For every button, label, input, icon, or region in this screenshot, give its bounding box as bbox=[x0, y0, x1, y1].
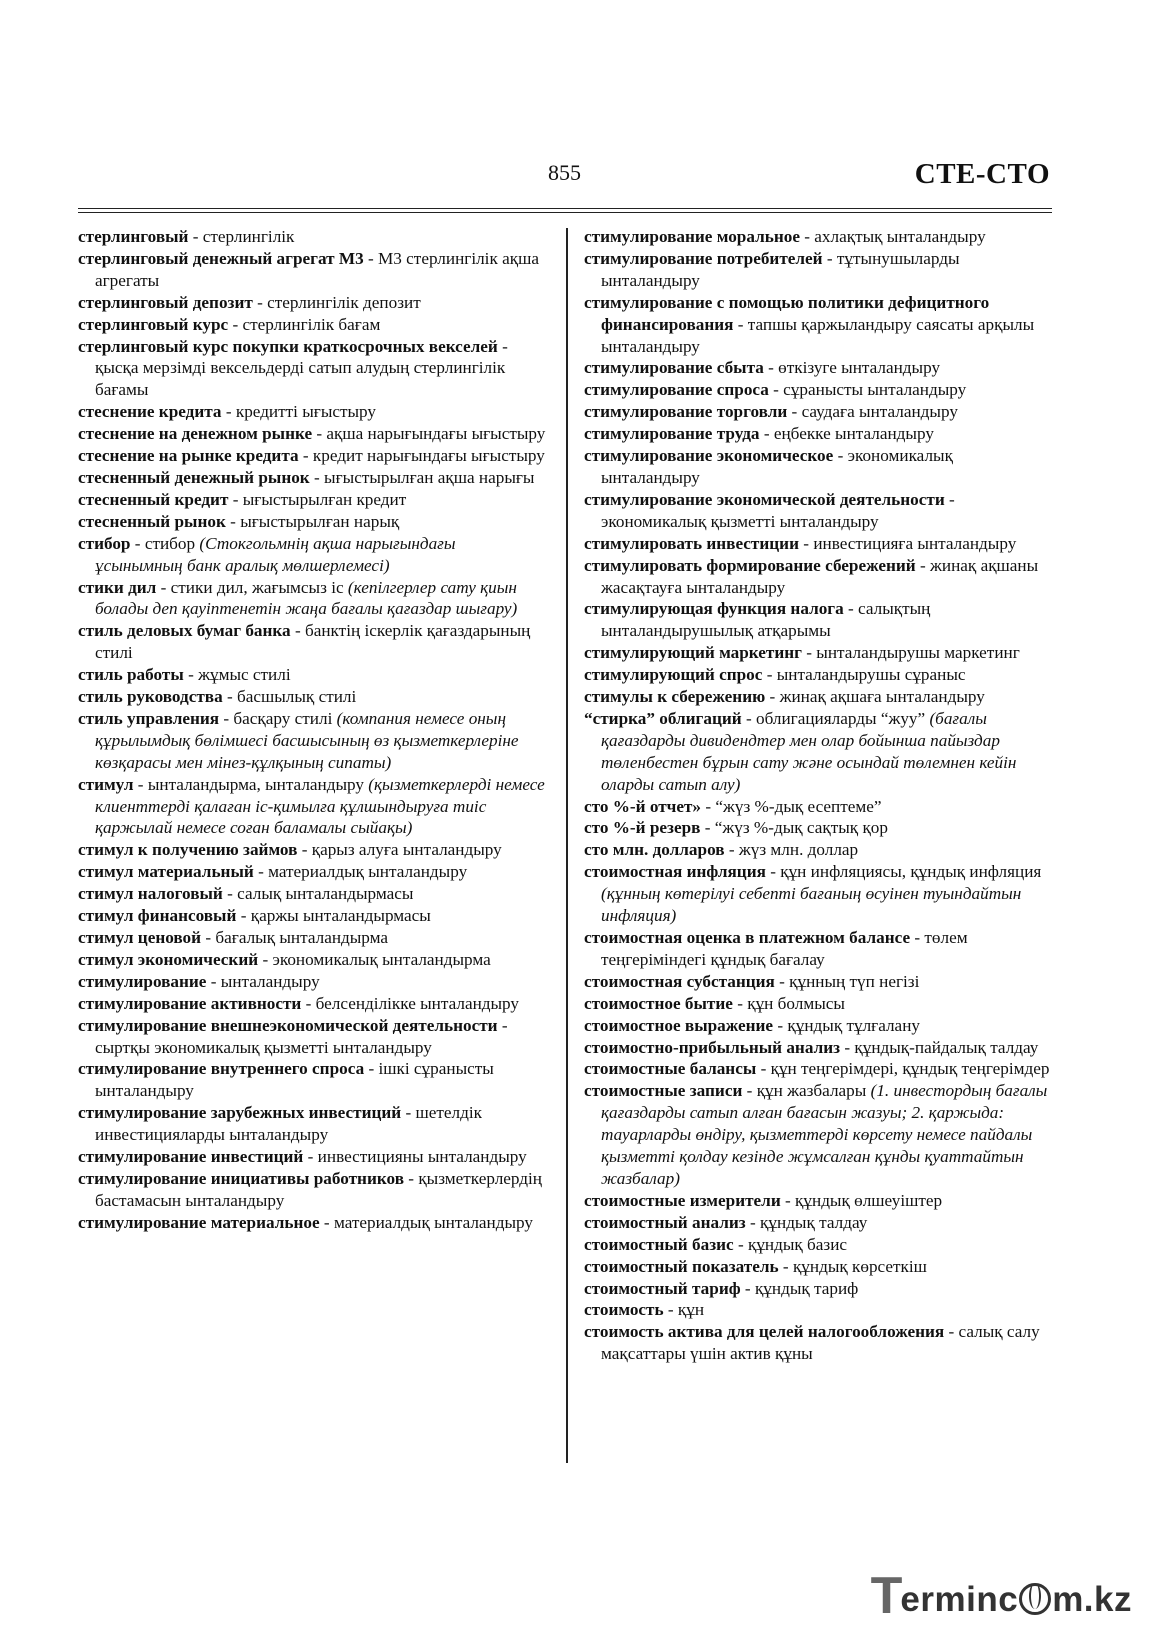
watermark-first-letter: T bbox=[870, 1567, 903, 1625]
entry-term: стимулирование потребителей bbox=[584, 248, 823, 268]
entry-term: стоимостное выражение bbox=[584, 1015, 774, 1035]
entry-definition: стибор bbox=[144, 533, 196, 553]
entry-definition: “жүз %-дық есептеме” bbox=[715, 796, 882, 816]
dictionary-entry bbox=[584, 796, 1054, 818]
entry-separator: - bbox=[183, 665, 199, 685]
entry-note: (компания немесе оның құрылымдық бөлімшесі басшысының өз қызметкерлеріне көзқарасы мен мінез-құлқының сипаты) bbox=[95, 708, 519, 772]
dictionary-entry bbox=[78, 445, 546, 467]
entry-definition: тапшы қаржыландыру саясаты арқылы ынталандыру bbox=[601, 314, 1035, 356]
entry-separator: - bbox=[364, 1059, 379, 1079]
entry-definition: стерлингілік депозит bbox=[267, 292, 421, 312]
entry-definition: құнның түп негізі bbox=[789, 971, 920, 991]
entry-term: стимулирующий спрос bbox=[584, 665, 763, 685]
entry-definition: жинақ ақшаға ынталандыру bbox=[779, 687, 985, 707]
entry-separator: - bbox=[201, 928, 216, 947]
dictionary-entry bbox=[584, 379, 1054, 401]
entry-separator: - bbox=[497, 336, 508, 356]
entry-definition: ынталандырма, ынталандыру bbox=[147, 774, 364, 794]
entry-separator: - bbox=[742, 1081, 757, 1101]
header-rule bbox=[78, 208, 1052, 213]
entry-definition: жүз млн. доллар bbox=[738, 840, 859, 860]
entry-definition: сыртқы экономикалық қызметті ынталандыру bbox=[95, 1037, 432, 1057]
entry-separator: - bbox=[778, 1256, 793, 1276]
entry-separator: - bbox=[733, 314, 748, 334]
dictionary-entry bbox=[584, 1278, 1054, 1300]
entry-separator: - bbox=[404, 1168, 419, 1188]
entry-term: стимулирование с помощью политики дефицитного финансирования bbox=[584, 292, 990, 334]
entry-definition: бағалық ынталандырма bbox=[215, 928, 389, 947]
entry-separator: - bbox=[741, 708, 756, 728]
entry-term: стоимостный анализ bbox=[584, 1212, 746, 1232]
entry-separator: - bbox=[773, 1015, 788, 1035]
entry-separator: - bbox=[762, 665, 777, 685]
entry-separator: - bbox=[822, 248, 837, 268]
entry-definition: стерлингілік бағам bbox=[242, 314, 381, 334]
dictionary-entry bbox=[78, 861, 546, 883]
entry-definition: “жүз %-дық сақтық қор bbox=[714, 818, 888, 838]
entry-term: стеснение на денежном рынке bbox=[78, 424, 313, 444]
dictionary-entry bbox=[584, 1321, 1054, 1365]
entry-term: стерлинговый bbox=[78, 227, 189, 246]
dictionary-entry bbox=[584, 861, 1054, 927]
entry-term: стимулирование труда bbox=[584, 424, 760, 444]
dictionary-entry bbox=[78, 905, 546, 927]
entry-definition: стики дил, жағымсыз іс bbox=[170, 577, 344, 597]
entry-term: стоимостно-прибыльный анализ bbox=[584, 1037, 841, 1057]
entry-term: стоимостная оценка в платежном балансе bbox=[584, 928, 911, 947]
entry-definition: төлем теңгеріміндегі құндық бағалау bbox=[601, 928, 968, 969]
entry-separator: - bbox=[156, 577, 171, 597]
entry-separator: - bbox=[701, 796, 716, 816]
entry-term: стиль руководства bbox=[78, 687, 223, 707]
dictionary-entry bbox=[78, 620, 546, 664]
dictionary-entry bbox=[78, 1168, 546, 1212]
entry-note: (кепілгерлер сату қиын болады деп қауіптенетін жаңа бағалы қағаздар шығару) bbox=[95, 577, 518, 619]
entry-separator: - bbox=[740, 1278, 755, 1298]
entry-term: стеснение на рынке кредита bbox=[78, 446, 299, 466]
entry-separator: - bbox=[301, 993, 316, 1013]
entry-separator: - bbox=[756, 1059, 771, 1079]
right-column bbox=[584, 226, 1054, 1365]
entry-separator: - bbox=[910, 928, 925, 947]
dictionary-entry bbox=[78, 927, 546, 949]
entry-definition: сұранысты ынталандыру bbox=[783, 380, 967, 400]
dictionary-entry bbox=[78, 489, 546, 511]
entry-definition: кредитті ығыстыру bbox=[235, 402, 377, 422]
entry-separator: - bbox=[700, 818, 715, 838]
dictionary-entry bbox=[584, 1058, 1054, 1080]
entry-definition: құн инфляциясы, құндық инфляция bbox=[780, 862, 1042, 882]
entry-term: стимулирование моральное bbox=[584, 227, 800, 246]
entry-definition: саудаға ынталандыру bbox=[801, 402, 958, 422]
entry-separator: - bbox=[290, 621, 305, 641]
entry-definition: құндық талдау bbox=[760, 1212, 868, 1232]
dictionary-entry bbox=[78, 533, 546, 577]
dictionary-entry bbox=[78, 511, 546, 533]
entry-term: стиль деловых бумаг банка bbox=[78, 621, 291, 641]
entry-definition: шетелдік инвестицияларды ынталандыру bbox=[95, 1103, 482, 1145]
dictionary-entry bbox=[78, 883, 546, 905]
entry-term: стимулирование зарубежных инвестиций bbox=[78, 1103, 402, 1123]
dictionary-entry bbox=[584, 839, 1054, 861]
entry-separator: - bbox=[663, 1300, 678, 1320]
entry-definition: М3 стерлингілік ақша агрегаты bbox=[95, 248, 539, 290]
entry-separator: - bbox=[833, 446, 848, 466]
dictionary-entry bbox=[584, 664, 1054, 686]
entry-term: стесненный денежный рынок bbox=[78, 467, 310, 487]
entry-definition: құндық базис bbox=[747, 1234, 848, 1254]
entry-note: (қызметкерлерді немесе клиенттерді қалаған іс-қимылға құлшындыруға тиіс қаржылай немесе соған баламалы сыйақы) bbox=[95, 774, 545, 838]
entry-definition: құн болмысы bbox=[747, 993, 845, 1013]
entry-separator: - bbox=[765, 862, 781, 882]
entry-term: стимулирование инициативы работников bbox=[78, 1168, 404, 1188]
entry-term: стоимостный базис bbox=[584, 1234, 734, 1254]
entry-term: стимулирование спроса bbox=[584, 380, 769, 400]
dictionary-entry bbox=[584, 1015, 1054, 1037]
entry-separator: - bbox=[732, 993, 748, 1013]
entry-term: стимулирование сбыта bbox=[584, 358, 764, 378]
entry-term: стимулирование внешнеэкономической деятельности bbox=[78, 1015, 498, 1035]
entry-separator: - bbox=[252, 292, 268, 312]
dictionary-entry bbox=[584, 708, 1054, 796]
dictionary-entry bbox=[78, 314, 546, 336]
dictionary-entry bbox=[584, 1190, 1054, 1212]
dictionary-entry bbox=[584, 927, 1054, 971]
dictionary-entry bbox=[584, 642, 1054, 664]
entry-term: сто %-й отчет» bbox=[584, 796, 702, 816]
entry-term: стимул налоговый bbox=[78, 884, 223, 904]
dictionary-entry bbox=[584, 248, 1054, 292]
dictionary-entry bbox=[584, 533, 1054, 555]
entry-definition: ынталандырушы маркетинг bbox=[816, 643, 1020, 663]
entry-definition: қарыз алуға ынталандыру bbox=[311, 840, 502, 860]
entry-term: стоимостные записи bbox=[584, 1081, 743, 1101]
entry-separator: - bbox=[298, 446, 313, 466]
entry-separator: - bbox=[253, 862, 269, 882]
entry-definition: жұмыс стилі bbox=[198, 665, 291, 685]
entry-separator: - bbox=[768, 380, 784, 400]
entry-separator: - bbox=[497, 1015, 508, 1035]
entry-separator: - bbox=[799, 533, 814, 553]
entry-separator: - bbox=[236, 906, 251, 926]
entry-term: стимул экономический bbox=[78, 949, 259, 969]
entry-term: стимул финансовый bbox=[78, 906, 237, 926]
entry-separator: - bbox=[733, 1234, 748, 1254]
entry-separator: - bbox=[222, 687, 238, 707]
entry-definition: ынталандырушы сұраныс bbox=[776, 665, 966, 685]
left-column bbox=[78, 226, 546, 1234]
entry-term: стимулирование внутреннего спроса bbox=[78, 1059, 365, 1079]
entry-term: сто %-й резерв bbox=[584, 818, 701, 838]
entry-term: стерлинговый депозит bbox=[78, 292, 253, 312]
dictionary-entry bbox=[78, 248, 546, 292]
entry-separator: - bbox=[363, 248, 378, 268]
dictionary-entry bbox=[78, 686, 546, 708]
entry-term: стимулирование экономическое bbox=[584, 446, 834, 466]
entry-separator: - bbox=[787, 402, 802, 422]
entry-term: стерлинговый денежный агрегат М3 bbox=[78, 248, 364, 268]
dictionary-entry bbox=[584, 1080, 1054, 1190]
dictionary-entry bbox=[584, 1234, 1054, 1256]
dictionary-entry bbox=[584, 357, 1054, 379]
entry-definition: құндық тариф bbox=[754, 1278, 859, 1298]
entry-separator: - bbox=[206, 971, 221, 991]
section-header: СТЕ-СТО bbox=[914, 158, 1050, 190]
entry-separator: - bbox=[222, 884, 238, 904]
dictionary-entry bbox=[78, 226, 546, 248]
entry-separator: - bbox=[944, 1322, 959, 1342]
entry-term: стимулирование материальное bbox=[78, 1212, 320, 1232]
entry-term: сто млн. долларов bbox=[584, 840, 725, 860]
entry-definition: салық ынталандырмасы bbox=[237, 884, 414, 904]
dictionary-entry bbox=[78, 401, 546, 423]
dictionary-entry bbox=[584, 993, 1054, 1015]
entry-separator: - bbox=[225, 511, 241, 531]
entry-definition: еңбекке ынталандыру bbox=[773, 424, 934, 444]
entry-definition: ығыстырылған нарық bbox=[240, 511, 400, 531]
entry-term: стесненный рынок bbox=[78, 511, 226, 531]
entry-term: стимулирование активности bbox=[78, 993, 302, 1013]
entry-term: стимул ценовой bbox=[78, 928, 202, 947]
site-watermark-logo bbox=[870, 1567, 1132, 1625]
dictionary-entry bbox=[584, 423, 1054, 445]
entry-separator: - bbox=[763, 358, 779, 378]
dictionary-entry bbox=[584, 555, 1054, 599]
entry-separator: - bbox=[188, 227, 203, 246]
entry-term: стибор bbox=[78, 533, 131, 553]
entry-definition: тұтынушыларды ынталандыру bbox=[601, 248, 960, 290]
entry-separator: - bbox=[228, 489, 243, 509]
entry-definition: белсенділікке ынталандыру bbox=[315, 993, 520, 1013]
entry-separator: - bbox=[297, 840, 312, 860]
column-divider bbox=[566, 228, 568, 1463]
entry-term: стимул bbox=[78, 774, 134, 794]
dictionary-entry bbox=[584, 401, 1054, 423]
entry-term: стоимостное бытие bbox=[584, 993, 733, 1013]
entry-definition: құн bbox=[677, 1300, 705, 1320]
entry-definition: құндық өлшеуіштер bbox=[795, 1190, 943, 1210]
watermark-text-end: m.kz bbox=[1052, 1580, 1132, 1619]
entry-term: стиль работы bbox=[78, 665, 184, 685]
entry-definition: жинақ ақшаны жасақтауға ынталандыру bbox=[601, 555, 1039, 597]
entry-term: стоимостная инфляция bbox=[584, 862, 766, 882]
entry-term: стоимостный тариф bbox=[584, 1278, 741, 1298]
entry-term: стоимость актива для целей налогообложения bbox=[584, 1322, 945, 1342]
entry-definition: салықтың ынталандырушылық атқарымы bbox=[601, 599, 931, 641]
dictionary-entry bbox=[78, 1015, 546, 1059]
entry-term: стимулирование инвестиций bbox=[78, 1147, 304, 1167]
entry-definition: инвестицияға ынталандыру bbox=[813, 533, 1017, 553]
entry-term: стимулирование bbox=[78, 971, 207, 991]
entry-term: стоимостные балансы bbox=[584, 1059, 757, 1079]
dictionary-entry bbox=[584, 1037, 1054, 1059]
entry-separator: - bbox=[759, 424, 774, 444]
entry-definition: стерлингілік bbox=[202, 227, 295, 246]
entry-term: стоимостная субстанция bbox=[584, 971, 775, 991]
entry-definition: ығыстырылған кредит bbox=[242, 489, 407, 509]
entry-separator: - bbox=[133, 774, 148, 794]
entry-note: (1. инвестордың бағалы қағаздарды сатып алған бағасын жазуы; 2. қаржыда: тауарларды өндіру, қызметтерді көрсету немесе пайдалы қызметті қолдау кезінде жұмсалған құнды қуаттайтын жазбалар) bbox=[601, 1081, 1048, 1188]
entry-term: стимул материальный bbox=[78, 862, 254, 882]
entry-separator: - bbox=[228, 314, 243, 334]
dictionary-entry bbox=[78, 1146, 546, 1168]
entry-definition: ақша нарығындағы ығыстыру bbox=[326, 424, 546, 444]
watermark-text-middle: erminc bbox=[900, 1580, 1019, 1619]
entry-definition: құн теңгерімдері, құндық теңгерімдер bbox=[770, 1059, 1050, 1079]
entry-term: стерлинговый курс bbox=[78, 314, 229, 334]
dictionary-entry bbox=[78, 1102, 546, 1146]
dictionary-entry bbox=[78, 993, 546, 1015]
entry-separator: - bbox=[745, 1212, 761, 1232]
dictionary-entry bbox=[584, 292, 1054, 358]
dictionary-entry bbox=[78, 664, 546, 686]
entry-term: стеснение кредита bbox=[78, 402, 222, 422]
dictionary-entry bbox=[584, 1212, 1054, 1234]
entry-separator: - bbox=[840, 1037, 855, 1057]
dictionary-entry bbox=[78, 1058, 546, 1102]
entry-term: стимулы к сбережению bbox=[584, 687, 766, 707]
dictionary-entry bbox=[584, 489, 1054, 533]
dictionary-entry bbox=[584, 817, 1054, 839]
entry-definition: материалдық ынталандыру bbox=[333, 1212, 534, 1232]
entry-term: “стирка” облигаций bbox=[584, 708, 742, 728]
entry-term: стимулирующая функция налога bbox=[584, 599, 844, 619]
entry-separator: - bbox=[258, 949, 273, 969]
dictionary-entry bbox=[584, 598, 1054, 642]
entry-separator: - bbox=[915, 555, 931, 575]
dictionary-entry bbox=[78, 336, 546, 402]
entry-term: стесненный кредит bbox=[78, 489, 229, 509]
entry-term: стимул к получению займов bbox=[78, 840, 298, 860]
entry-definition: құндық көрсеткіш bbox=[792, 1256, 927, 1276]
entry-definition: материалдық ынталандыру bbox=[268, 862, 468, 882]
entry-term: стоимостные измерители bbox=[584, 1190, 781, 1210]
entry-definition: экономикалық ынталандырма bbox=[272, 949, 491, 969]
dictionary-entry bbox=[78, 949, 546, 971]
entry-definition: қаржы ынталандырмасы bbox=[250, 906, 431, 926]
dictionary-entry bbox=[584, 971, 1054, 993]
entry-definition: басқару стилі bbox=[233, 708, 333, 728]
entry-definition: ынталандыру bbox=[220, 971, 320, 991]
entry-separator: - bbox=[944, 489, 955, 509]
entry-separator: - bbox=[221, 402, 236, 422]
entry-separator: - bbox=[312, 424, 327, 444]
entry-definition: өткізуге ынталандыру bbox=[778, 358, 941, 378]
entry-definition: құндық-пайдалық талдау bbox=[854, 1037, 1039, 1057]
entry-term: стики дил bbox=[78, 577, 157, 597]
dictionary-entry bbox=[78, 1212, 546, 1234]
entry-definition: құндық тұлғалану bbox=[787, 1015, 920, 1035]
entry-separator: - bbox=[219, 708, 234, 728]
dictionary-entry bbox=[78, 774, 546, 840]
entry-note: (Стокгольмнің ақша нарығындағы ұсынымның банк аралық мөлшерлемесі) bbox=[95, 533, 456, 575]
dictionary-entry bbox=[78, 708, 546, 774]
entry-term: стоимость bbox=[584, 1300, 664, 1320]
entry-separator: - bbox=[724, 840, 739, 860]
dictionary-entry bbox=[584, 226, 1054, 248]
entry-definition: банктің іскерлік қағаздарының стилі bbox=[95, 621, 531, 663]
entry-separator: - bbox=[774, 971, 790, 991]
dictionary-entry bbox=[78, 467, 546, 489]
entry-definition: экономикалық қызметті ынталандыру bbox=[601, 511, 879, 531]
entry-term: стимулирование торговли bbox=[584, 402, 788, 422]
entry-separator: - bbox=[765, 687, 780, 707]
entry-definition: облигацияларды “жуу” bbox=[756, 708, 926, 728]
entry-definition: қысқа мерзімді вексельдерді сатып алудың стерлингілік бағамы bbox=[95, 358, 506, 400]
entry-term: стиль управления bbox=[78, 708, 220, 728]
entry-separator: - bbox=[799, 227, 815, 246]
globe-icon bbox=[1019, 1583, 1051, 1615]
dictionary-entry bbox=[584, 1256, 1054, 1278]
entry-definition: қызметкерлердің бастамасын ынталандыру bbox=[95, 1168, 542, 1210]
entry-separator: - bbox=[780, 1190, 796, 1210]
entry-term: стоимостный показатель bbox=[584, 1256, 779, 1276]
entry-note: (құнның көтерілуі себепті бағаның өсуінен туындайтын инфляция) bbox=[601, 884, 1022, 926]
entry-term: стимулировать формирование сбережений bbox=[584, 555, 916, 575]
entry-term: стимулирующий маркетинг bbox=[584, 643, 802, 663]
dictionary-entry bbox=[78, 423, 546, 445]
entry-definition: салық салу мақсаттары үшін актив құны bbox=[601, 1322, 1040, 1364]
dictionary-entry bbox=[584, 1299, 1054, 1321]
dictionary-entry bbox=[78, 971, 546, 993]
dictionary-entry bbox=[78, 292, 546, 314]
entry-separator: - bbox=[309, 467, 325, 487]
dictionary-entry bbox=[584, 445, 1054, 489]
entry-definition: экономикалық ынталандыру bbox=[601, 446, 953, 487]
dictionary-entry bbox=[78, 577, 546, 621]
entry-definition: ішкі сұранысты ынталандыру bbox=[95, 1059, 494, 1101]
entry-separator: - bbox=[130, 533, 145, 553]
entry-separator: - bbox=[319, 1212, 334, 1232]
page-number: 855 bbox=[548, 160, 581, 185]
entry-definition: ығыстырылған ақша нарығы bbox=[324, 467, 535, 487]
entry-note: (бағалы қағаздарды дивидендтер мен олар бойынша пайыздар төленбестен бұрын сату және осындай төлемнен кейін оларды сатып алу) bbox=[601, 708, 1017, 794]
entry-definition: құн жазбалары bbox=[756, 1081, 867, 1101]
entry-term: стимулирование экономической деятельности bbox=[584, 489, 945, 509]
entry-term: стимулировать инвестиции bbox=[584, 533, 799, 553]
entry-separator: - bbox=[401, 1103, 416, 1123]
entry-separator: - bbox=[303, 1147, 318, 1167]
dictionary-entry bbox=[584, 686, 1054, 708]
entry-term: стерлинговый курс покупки краткосрочных векселей bbox=[78, 336, 498, 356]
entry-separator: - bbox=[843, 599, 859, 619]
dictionary-entry bbox=[78, 839, 546, 861]
entry-definition: ахлақтық ынталандыру bbox=[814, 227, 986, 246]
entry-definition: кредит нарығындағы ығыстыру bbox=[312, 446, 545, 466]
entry-separator: - bbox=[801, 643, 817, 663]
entry-definition: басшылық стилі bbox=[237, 687, 357, 707]
entry-definition: инвестицияны ынталандыру bbox=[317, 1147, 527, 1167]
